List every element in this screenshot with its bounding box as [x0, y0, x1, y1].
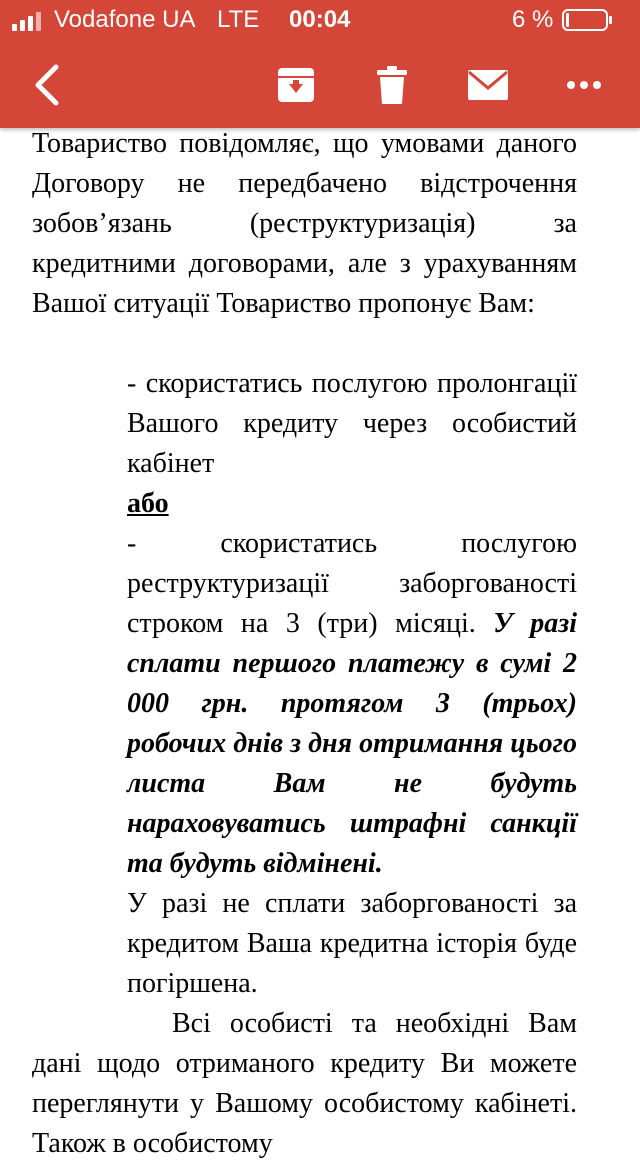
battery-percentage: 6 % — [512, 6, 554, 33]
archive-button[interactable] — [266, 58, 326, 112]
chevron-left-icon — [32, 63, 64, 107]
mark-unread-button[interactable] — [458, 58, 518, 112]
option-restructuring-text: - скористатись послугою реструктуризації заборгованості строком на 3 (три) місяці. — [127, 528, 577, 639]
network-type: LTE — [217, 6, 260, 33]
signal-strength-icon — [12, 11, 48, 31]
or-separator: або — [127, 488, 169, 519]
battery-icon — [562, 9, 614, 31]
option-prolongation: - скористатись послугою пролонгації Вашого кредиту через особистий кабінет — [127, 368, 577, 479]
trash-icon — [376, 65, 408, 105]
credit-history-warning: У разі не сплати заборгованості за кредитом Ваша кредитна історія буде погіршена. — [127, 888, 577, 999]
delete-button[interactable] — [362, 58, 422, 112]
status-bar — [0, 0, 640, 40]
payment-conditions-emphasis: У разі сплати першого платежу в сумі 2 000 грн. протягом 3 (трьох) робочих днів з дня отримання цього листа Вам не будуть нараховуватись штрафні санкції та будуть відмінені. — [127, 608, 578, 879]
personal-cabinet-paragraph: Всі особисті та необхідні Вам дані щодо отриманого кредиту Ви можете переглянути у Вашому особистому кабінеті. Також в особистому — [32, 1008, 577, 1159]
email-body — [0, 124, 640, 1159]
envelope-icon — [467, 69, 509, 101]
back-button[interactable] — [18, 58, 78, 112]
clock: 00:04 — [289, 6, 351, 33]
intro-paragraph: Товариство повідомляє, що умовами даного Договору не передбачено відстрочення зобов’язань (реструктуризація) за кредитними договорами, але з урахуванням Вашої ситуації Товариство пропонує Вам: — [32, 128, 577, 319]
option-restructuring — [127, 524, 577, 884]
app-bar — [0, 0, 640, 128]
more-options-button[interactable] — [554, 58, 614, 112]
archive-icon — [276, 66, 316, 104]
more-horizontal-icon — [566, 80, 602, 90]
carrier-name: Vodafone UA — [54, 6, 196, 33]
